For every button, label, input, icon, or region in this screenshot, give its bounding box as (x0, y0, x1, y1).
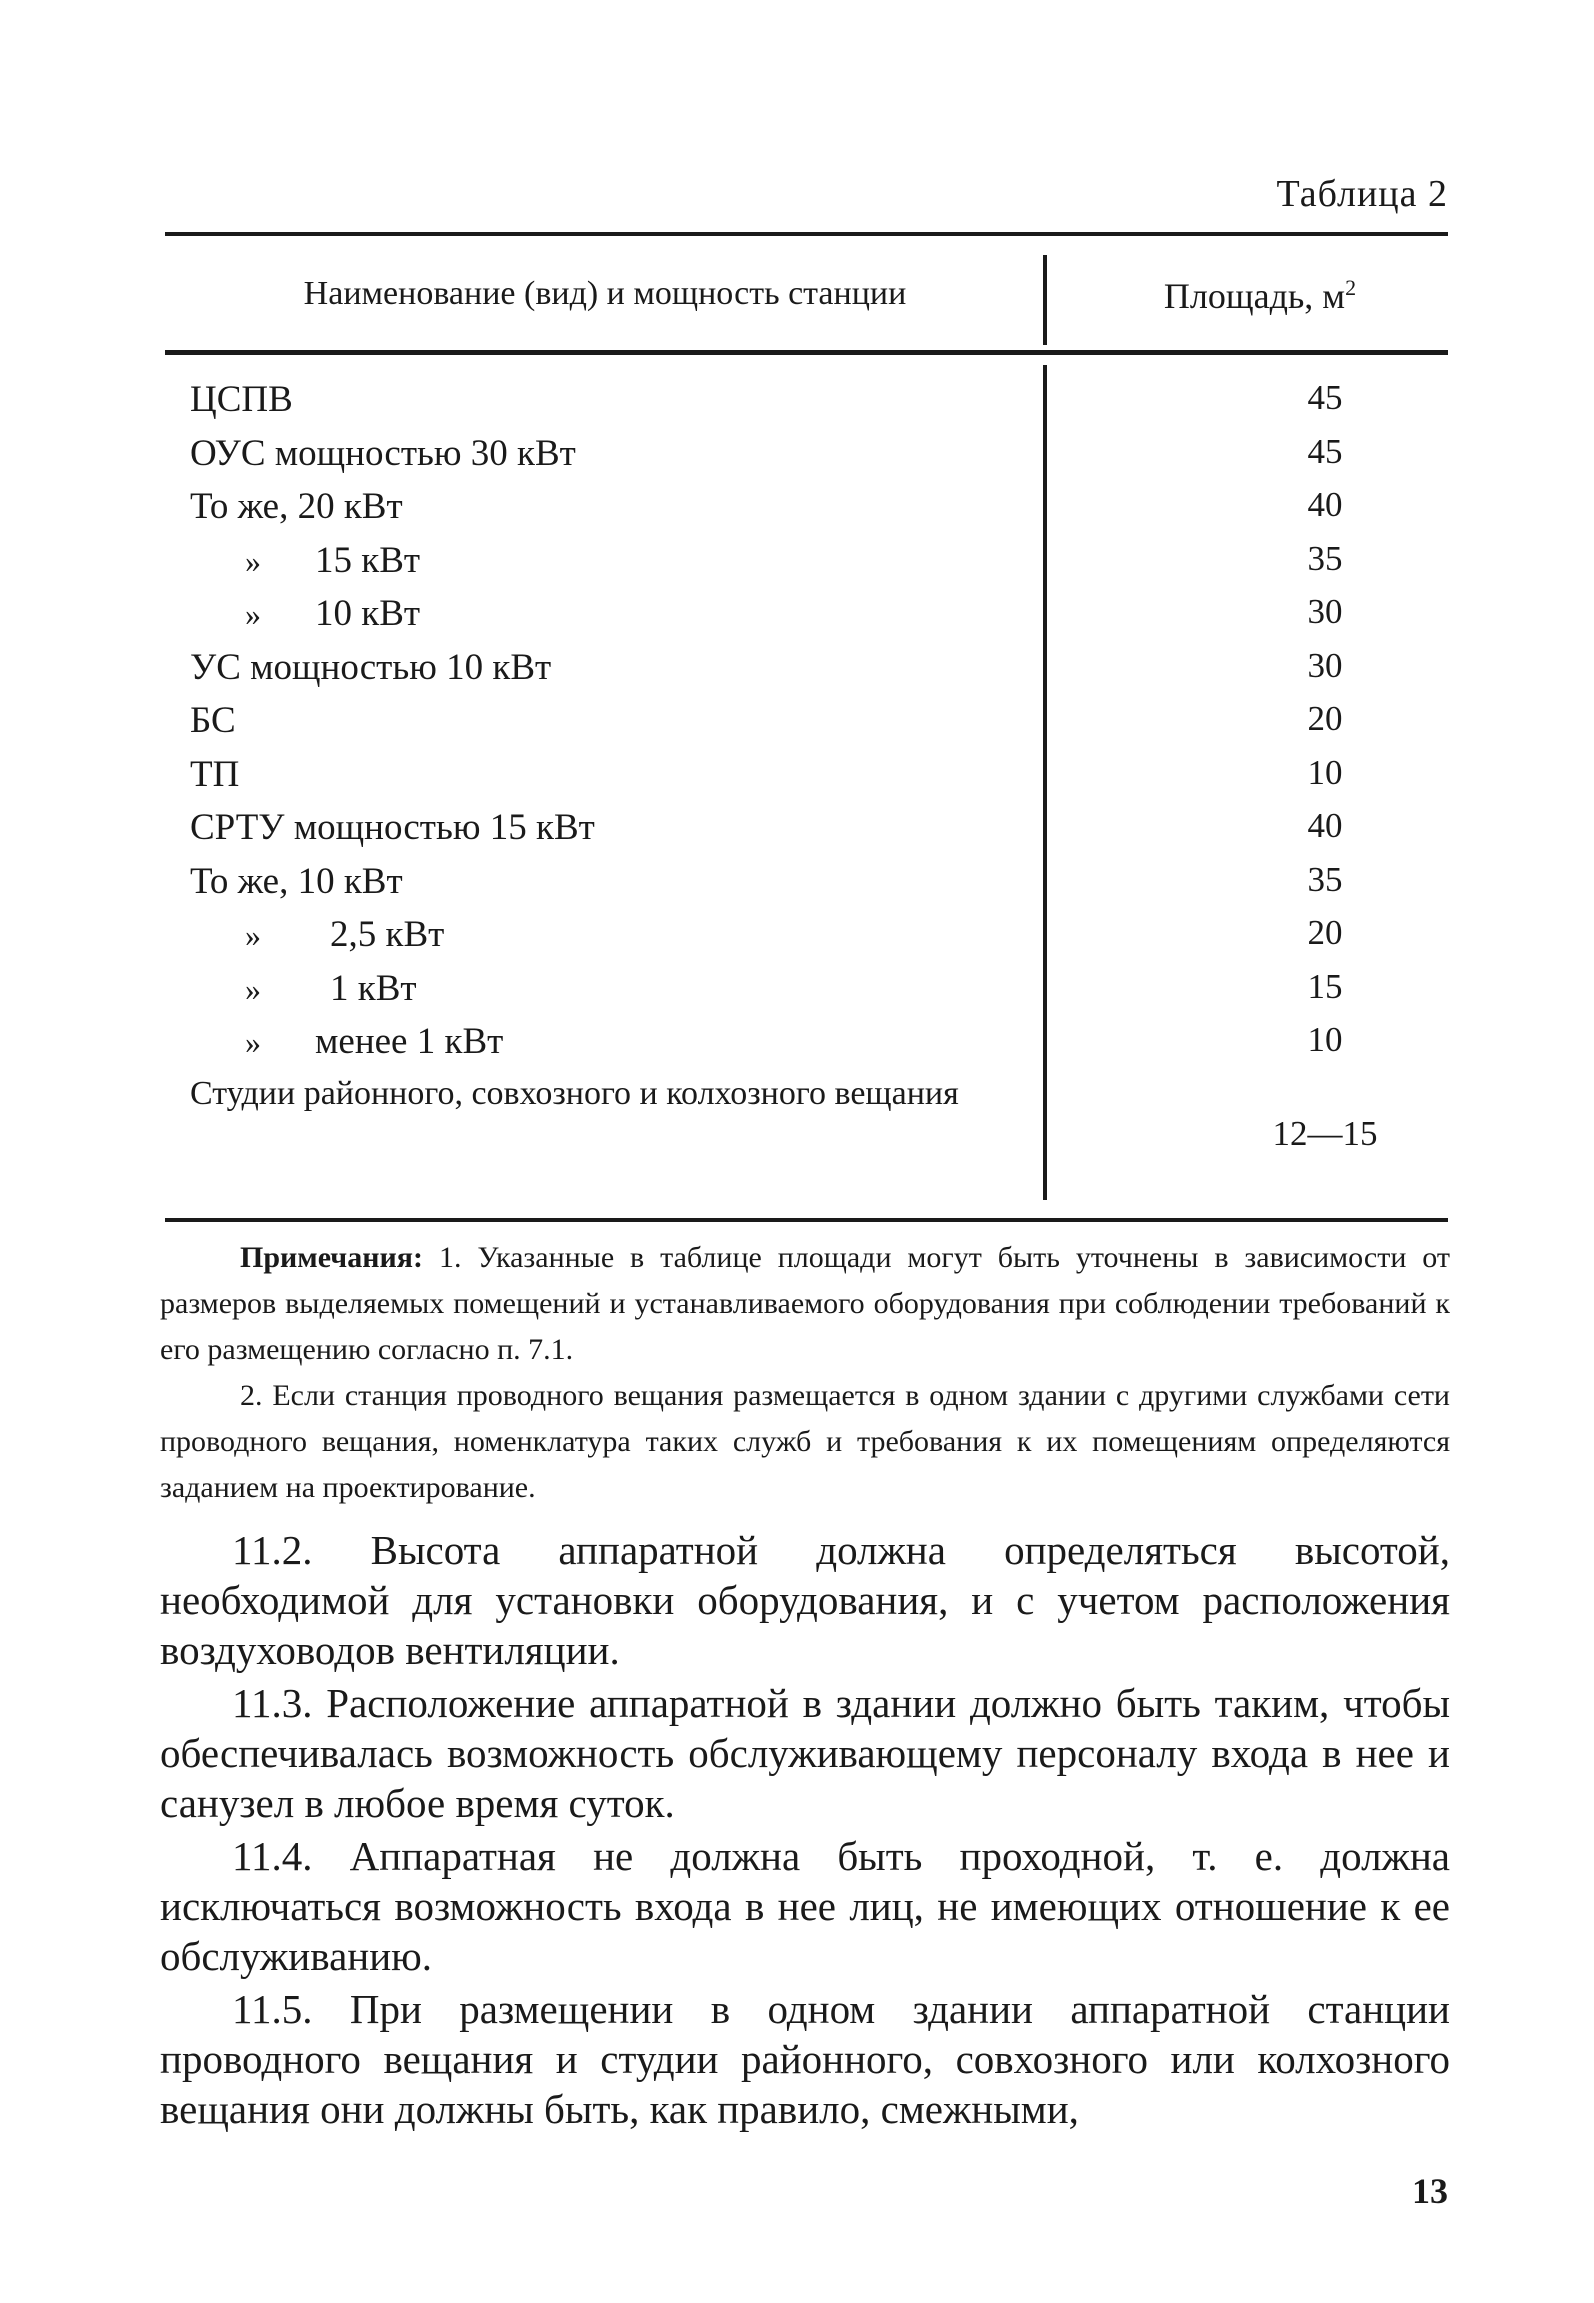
row-area-value: 45 (1307, 378, 1343, 417)
row-area-value: 35 (1307, 538, 1343, 578)
table-row (190, 432, 1450, 486)
ditto-mark: » (245, 970, 261, 1007)
row-name: Студии районного, совхозного и колхозного вещания (190, 1074, 959, 1112)
table-row (190, 592, 1450, 646)
row-name: УС мощностью 10 кВт (190, 646, 552, 688)
row-area-value: 20 (1307, 913, 1343, 952)
row-area-value: 35 (1307, 859, 1343, 899)
paragraph-11-2: 11.2. Высота аппаратной должна определяться высотой, необходимой для установки оборудования, и с учетом расположения воздуховодов вентиляции. (160, 1527, 1450, 1673)
row-name: 15 кВт (315, 539, 421, 581)
row-area-value: 10 (1307, 1020, 1343, 1059)
ditto-mark: » (245, 1024, 261, 1060)
row-name: ТП (190, 753, 240, 795)
table-bottom-rule (165, 1218, 1448, 1222)
table-body (190, 378, 1450, 1184)
header-name-column: Наименование (вид) и мощность станции (303, 275, 907, 312)
notes-lead: Примечания: (240, 1241, 424, 1274)
paragraph-11-5: 11.5. При размещении в одном здании аппаратной станции проводного вещания и студии районного, совхозного или колхозного вещания они должны быть, как правило, смежными, (160, 1986, 1450, 2132)
row-area-value: 40 (1307, 806, 1343, 845)
table-row (190, 967, 1450, 1021)
note-1-text: 1. Указанные в таблице площади могут быть уточнены в зависимости от размеров выделяемых помещений и устанавливаемого оборудования при соблюдении требований к его размещению согласно п. 7.1. (160, 1241, 1451, 1366)
table-label: Таблица 2 (1276, 173, 1448, 215)
header-area-superscript: 2 (1345, 275, 1357, 300)
row-name-group (245, 913, 444, 956)
row-area-value: 10 (1307, 752, 1343, 792)
table-notes (160, 1235, 1450, 1511)
row-name-group (245, 592, 420, 635)
row-name: 1 кВт (330, 967, 417, 1009)
row-name-group (245, 1020, 503, 1063)
table-row (190, 699, 1450, 753)
row-area-value: 15 (1307, 966, 1343, 1006)
header-bottom-rule (165, 350, 1448, 355)
row-area-value: 40 (1307, 485, 1343, 524)
table-row (190, 860, 1450, 914)
table-top-rule (165, 232, 1448, 236)
table-row (190, 646, 1450, 700)
row-name: менее 1 кВт (315, 1021, 504, 1062)
header-area-label: Площадь, м (1163, 276, 1346, 316)
table-row (190, 485, 1450, 539)
table-row (190, 378, 1450, 432)
header-area-column (1060, 275, 1460, 317)
row-name: То же, 20 кВт (190, 486, 403, 527)
ditto-mark: » (245, 596, 261, 632)
body-text (160, 1525, 1450, 2137)
row-name: То же, 10 кВт (190, 860, 403, 902)
row-name: ОУС мощностью 30 кВт (190, 432, 576, 474)
table-row (190, 806, 1450, 860)
paragraph-11-4: 11.4. Аппаратная не должна быть проходной, т. е. должна исключаться возможность входа в нее лиц, не имеющих отношение к ее обслуживанию. (160, 1833, 1450, 1979)
note-2: 2. Если станция проводного вещания размещается в одном здании с другими службами сети проводного вещания, номенклатура таких служб и требования к их помещениям определяются заданием на проектирование. (160, 1379, 1450, 1504)
row-name-group (245, 539, 420, 582)
row-name: СРТУ мощностью 15 кВт (190, 807, 595, 848)
row-name: ЦСПВ (190, 379, 293, 420)
row-area-value: 45 (1307, 431, 1343, 471)
ditto-mark: » (245, 917, 261, 953)
row-area-value: 30 (1307, 645, 1343, 685)
note-1 (160, 1235, 1450, 1373)
page-number: 13 (1412, 2171, 1448, 2211)
table-row (190, 753, 1450, 807)
paragraph-11-3: 11.3. Расположение аппаратной в здании должно быть таким, чтобы обеспечивалась возможность обслуживающему персоналу входа в нее и санузел в любое время суток. (160, 1680, 1450, 1826)
row-area-value: 12—15 (1272, 1113, 1378, 1153)
table-row (190, 913, 1450, 967)
row-name: 10 кВт (315, 593, 421, 634)
row-name: 2,5 кВт (330, 914, 445, 955)
row-area-value: 30 (1307, 592, 1343, 631)
table-row (190, 1020, 1450, 1074)
ditto-mark: » (245, 542, 261, 579)
row-area-value: 20 (1307, 699, 1343, 738)
table-row (190, 539, 1450, 593)
table-row (190, 1074, 1450, 1184)
row-name: БС (190, 700, 236, 741)
row-name-group (245, 967, 417, 1010)
